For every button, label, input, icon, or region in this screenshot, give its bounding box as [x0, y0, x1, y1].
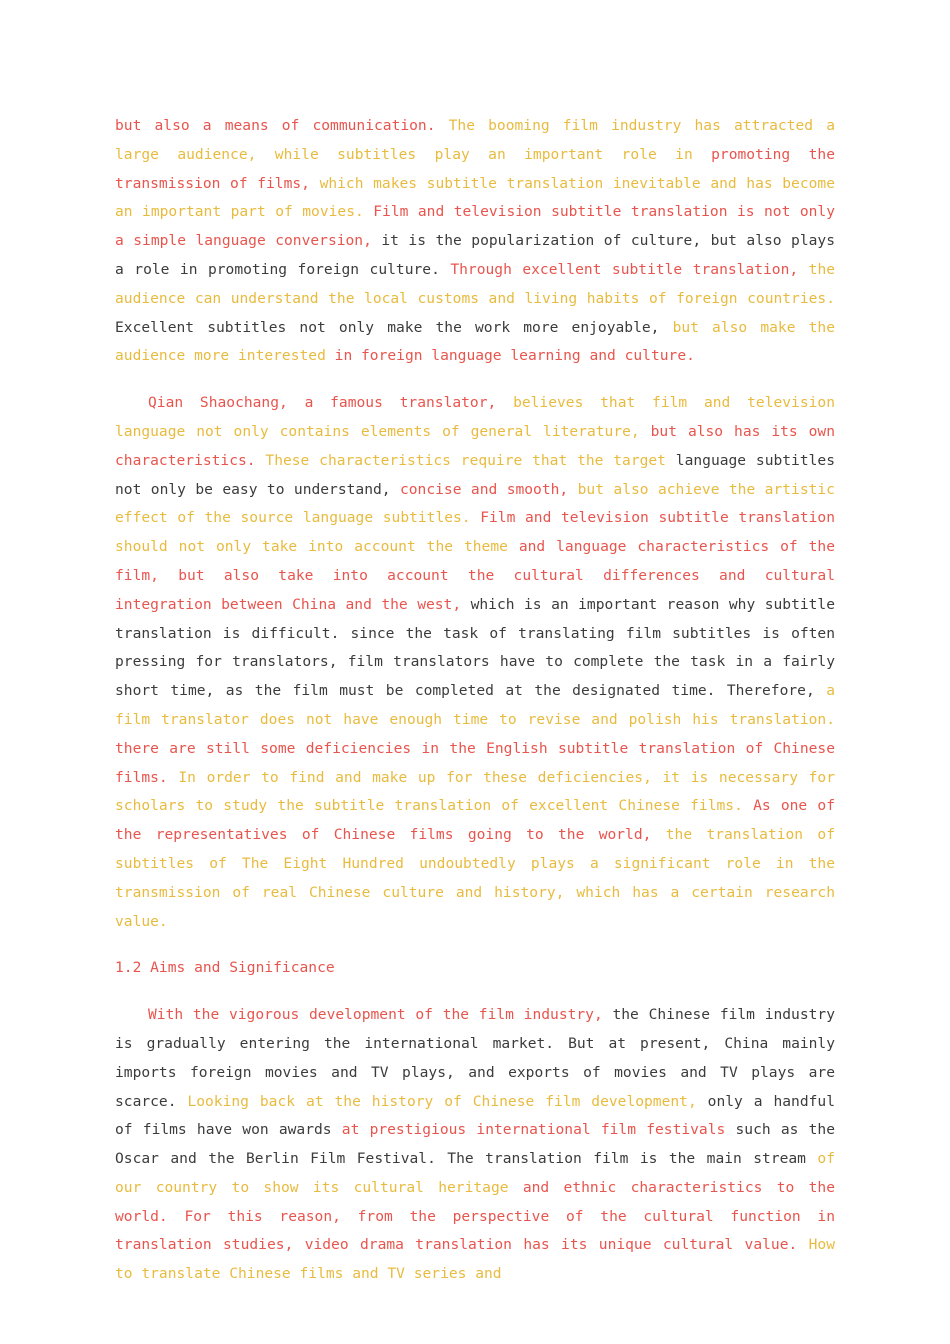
text-segment: but also achieve the artistic effect of the source language subtitles. — [115, 480, 835, 527]
text-segment: promoting the transmission of films, — [115, 145, 835, 192]
text-segment: Film and television subtitle translation is not only a simple language conversion, — [115, 203, 835, 250]
text-segment: Through excellent subtitle translation, — [450, 260, 809, 278]
text-segment: How to translate Chinese films and TV series and — [115, 1236, 835, 1283]
text-segment: which makes subtitle translation inevitable and has become an important part of movies. — [115, 174, 835, 221]
text-segment: of our country to show its cultural heritage — [115, 1150, 835, 1196]
text-segment: concise and smooth, — [399, 480, 578, 498]
text-segment: a film translator does not have enough time to revise and polish his translation. — [115, 682, 835, 728]
text-segment: Qian Shaochang, a famous translator, — [148, 394, 514, 412]
text-segment: in foreign language learning and culture. — [334, 347, 695, 365]
text-segment: the translation of subtitles of The Eight Hundred undoubtedly plays a significant role in the transmission of real Chinese culture and history, which has a certain research value. — [115, 826, 835, 930]
text-segment: the Chinese film industry is gradually entering the international market. But at present, China mainly imports foreign movies and TV plays, and exports of movies and TV plays are scarce. — [115, 1006, 835, 1110]
section-heading: 1.2 Aims and Significance — [115, 959, 335, 977]
text-segment: The booming film industry has attracted a large audience, while subtitles play an important role in — [115, 117, 835, 163]
text-segment: there are still some deficiencies in the English subtitle translation of Chinese films. — [115, 739, 835, 786]
text-segment: the audience can understand the local customs and living habits of foreign countries. — [115, 260, 836, 307]
text-segment: should not only take into account the theme — [115, 538, 519, 556]
text-segment: In order to find and make up for these deficiencies, it is necessary for scholars to study the subtitle translation of excellent Chinese films. — [115, 768, 835, 815]
text-segment: and ethnic characteristics to the world. For this reason, from the perspective of the cultural function in translation studies, video drama translation has its unique cultural value. — [115, 1178, 835, 1254]
paragraph-3 — [115, 1001, 835, 1289]
text-segment: Looking back at the history of Chinese film development, — [187, 1092, 708, 1110]
text-segment: it is the popularization of culture, but also plays a role in promoting foreign culture. — [115, 232, 835, 278]
text-segment: but also a means of communication. — [115, 117, 449, 134]
text-segment: Excellent subtitles not only make the work more enjoyable, — [115, 318, 673, 336]
paragraph-1 — [115, 112, 835, 371]
paragraph-2 — [115, 389, 835, 936]
text-segment: believes that film and television language not only contains elements of general literature, — [115, 394, 835, 440]
text-segment: which is an important reason why subtitle translation is difficult. since the task of translating film subtitles is often pressing for translators, film translators have to complete the task in a fairly short time, as the film must be completed at the designated time. Therefore, — [115, 595, 835, 700]
text-segment: and language characteristics of the film, but also take into account the cultural differences and cultural integration between China and the west, — [115, 538, 835, 613]
text-segment: but also has its own characteristics. — [115, 422, 835, 469]
text-segment: at prestigious international film festivals — [341, 1121, 736, 1139]
text-segment: such as the Oscar and the Berlin Film Festival. The translation film is the main stream — [115, 1121, 835, 1168]
text-segment: Film and television subtitle translation — [480, 509, 836, 527]
text-segment: but also make the audience more interested — [115, 318, 835, 365]
text-segment: As one of the representatives of Chinese films going to the world, — [115, 797, 836, 844]
text-segment: With the vigorous development of the film industry, — [148, 1006, 613, 1024]
document-page — [115, 112, 835, 1307]
text-segment: language subtitles not only be easy to understand, — [115, 451, 835, 498]
text-segment: only a handful of films have won awards — [115, 1092, 835, 1139]
text-segment: These characteristics require that the target — [265, 451, 676, 469]
